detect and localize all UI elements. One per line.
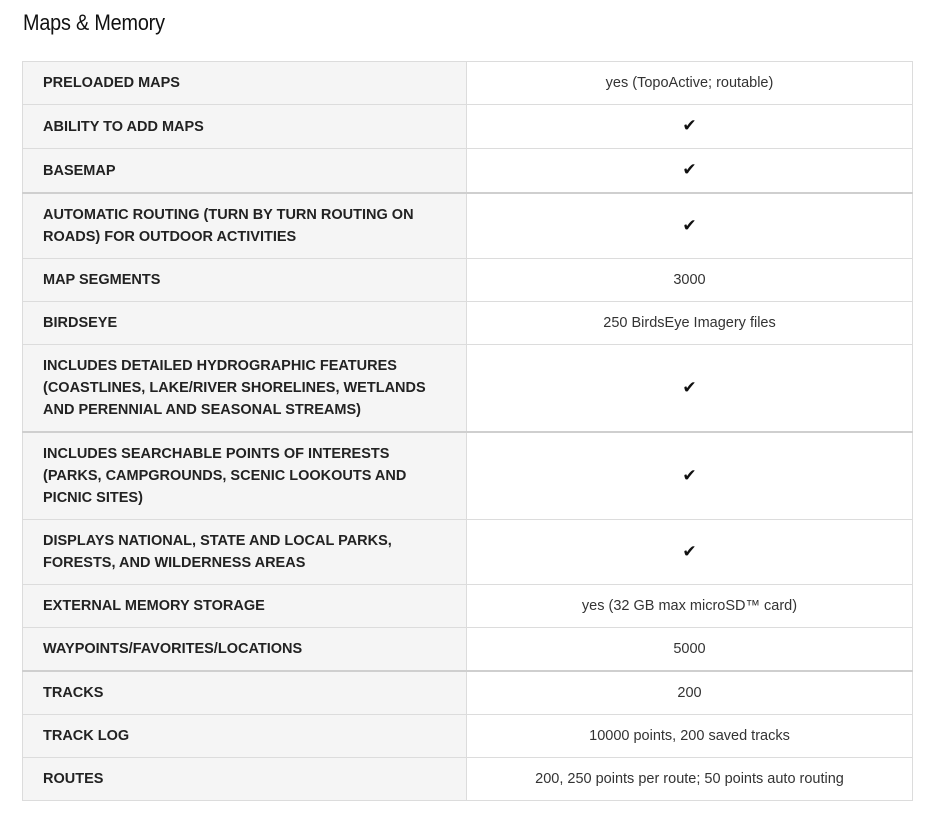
spec-value — [467, 149, 913, 194]
table-row — [23, 105, 913, 149]
table-row — [23, 758, 913, 801]
spec-value: 5000 — [467, 628, 913, 672]
spec-value: 3000 — [467, 259, 913, 302]
table-row — [23, 62, 913, 105]
checkmark-icon: ✔ — [682, 377, 697, 398]
spec-label: ROUTES — [23, 758, 467, 801]
spec-label: BASEMAP — [23, 149, 467, 194]
spec-label: INCLUDES SEARCHABLE POINTS OF INTERESTS (PARKS, CAMPGROUNDS, SCENIC LOOKOUTS AND PICNIC SITES) — [23, 432, 467, 520]
table-row — [23, 715, 913, 758]
spec-label: INCLUDES DETAILED HYDROGRAPHIC FEATURES (COASTLINES, LAKE/RIVER SHORELINES, WETLANDS AND PERENNIAL AND SEASONAL STREAMS) — [23, 345, 467, 433]
spec-label: MAP SEGMENTS — [23, 259, 467, 302]
spec-label: BIRDSEYE — [23, 302, 467, 345]
checkmark-icon: ✔ — [682, 215, 697, 236]
spec-value — [467, 193, 913, 259]
table-row — [23, 671, 913, 715]
spec-value — [467, 520, 913, 585]
spec-value: 10000 points, 200 saved tracks — [467, 715, 913, 758]
spec-label: PRELOADED MAPS — [23, 62, 467, 105]
spec-value: yes (32 GB max microSD™ card) — [467, 585, 913, 628]
specs-table — [22, 61, 913, 801]
checkmark-icon: ✔ — [682, 465, 697, 486]
checkmark-icon: ✔ — [682, 541, 697, 562]
spec-value: 250 BirdsEye Imagery files — [467, 302, 913, 345]
table-row — [23, 259, 913, 302]
section-title: Maps & Memory — [23, 10, 165, 35]
spec-value: yes (TopoActive; routable) — [467, 62, 913, 105]
spec-label: TRACK LOG — [23, 715, 467, 758]
spec-label: TRACKS — [23, 671, 467, 715]
table-row — [23, 149, 913, 194]
spec-value — [467, 105, 913, 149]
spec-value: 200 — [467, 671, 913, 715]
spec-value — [467, 345, 913, 433]
spec-label: AUTOMATIC ROUTING (TURN BY TURN ROUTING ON ROADS) FOR OUTDOOR ACTIVITIES — [23, 193, 467, 259]
table-row — [23, 302, 913, 345]
spec-label: DISPLAYS NATIONAL, STATE AND LOCAL PARKS, FORESTS, AND WILDERNESS AREAS — [23, 520, 467, 585]
spec-label: ABILITY TO ADD MAPS — [23, 105, 467, 149]
spec-label: WAYPOINTS/FAVORITES/LOCATIONS — [23, 628, 467, 672]
table-row — [23, 345, 913, 433]
table-row — [23, 432, 913, 520]
checkmark-icon: ✔ — [682, 160, 697, 180]
table-row — [23, 628, 913, 672]
table-row — [23, 520, 913, 585]
table-row — [23, 585, 913, 628]
table-row — [23, 193, 913, 259]
spec-label: EXTERNAL MEMORY STORAGE — [23, 585, 467, 628]
checkmark-icon: ✔ — [682, 116, 697, 136]
spec-value: 200, 250 points per route; 50 points auto routing — [467, 758, 913, 801]
spec-value — [467, 432, 913, 520]
